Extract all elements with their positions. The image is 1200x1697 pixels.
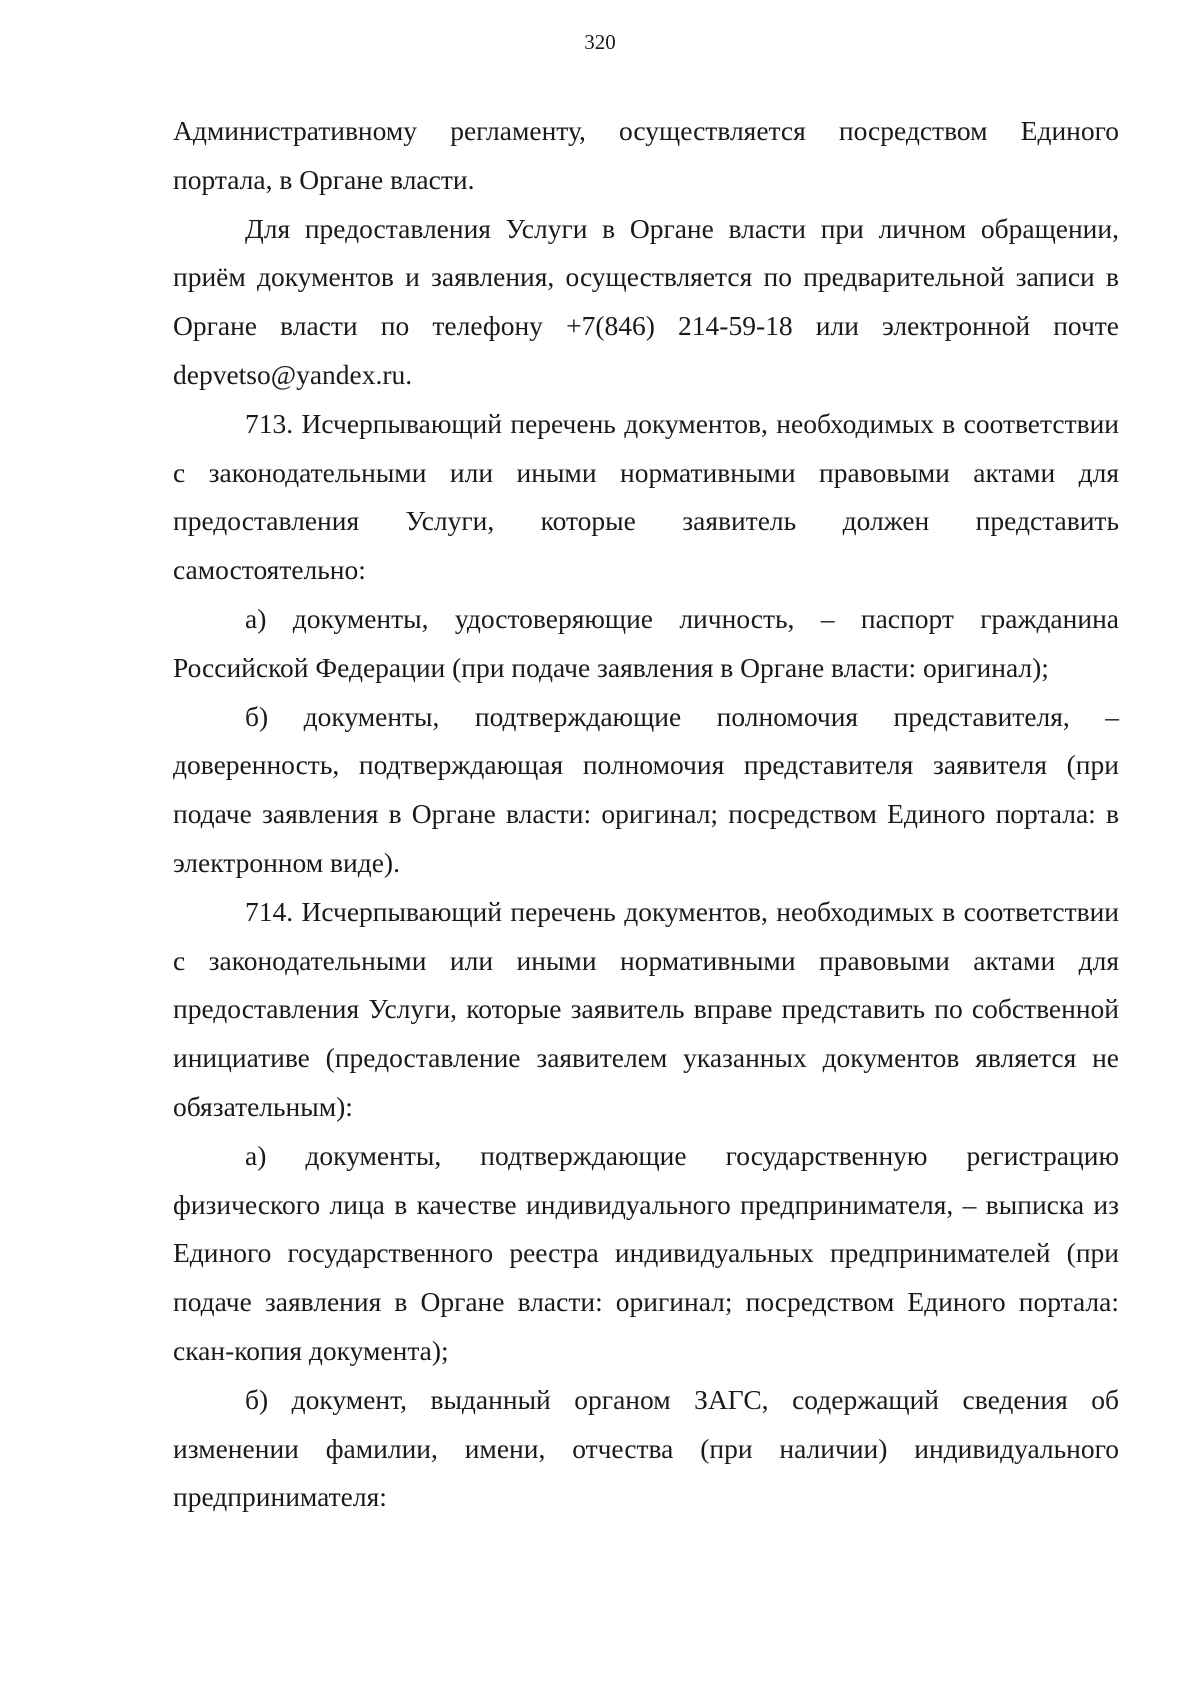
paragraph-714-b: б) документ, выданный органом ЗАГС, содержащий сведения об изменении фамилии, имени, отчества (при наличии) индивидуального предпринимателя: (173, 1383, 1119, 1513)
page-number: 320 (584, 30, 616, 54)
paragraph-appointment: Для предоставления Услуги в Органе власти при личном обращении, приём документов и заявления, осуществляется по предварительной записи в Органе власти по телефону +7(846) 214-59-18 или электронной почте depvetso@yandex.ru. (173, 212, 1119, 390)
paragraph-714: 714. Исчерпывающий перечень документов, необходимых в соответствии с законодательными или иными нормативными правовыми актами для предоставления Услуги, которые заявитель вправе представить по собственной инициативе (предоставление заявителем указанных документов является не обязательным): (173, 895, 1119, 1122)
paragraph-713-a: а) документы, удостоверяющие личность, – паспорт гражданина Российской Федерации (при подаче заявления в Органе власти: оригинал); (173, 602, 1119, 683)
paragraph-713: 713. Исчерпывающий перечень документов, необходимых в соответствии с законодательными или иными нормативными правовыми актами для предоставления Услуги, которые заявитель должен представить самостоятельно: (173, 407, 1119, 586)
paragraph-713-b: б) документы, подтверждающие полномочия представителя, – доверенность, подтверждающая полномочия представителя заявителя (при подаче заявления в Органе власти: оригинал; посредством Единого портала: в электронном виде). (173, 700, 1119, 878)
document-body (173, 107, 1119, 1522)
paragraph-714-a: а) документы, подтверждающие государственную регистрацию физического лица в качестве индивидуального предпринимателя, – выписка из Единого государственного реестра индивидуальных предпринимателей (при подаче заявления в Органе власти: оригинал; посредством Единого портала: скан-копия документа); (173, 1139, 1119, 1366)
paragraph-continuation: Административному регламенту, осуществляется посредством Единого портала, в Органе власти. (173, 115, 1119, 195)
